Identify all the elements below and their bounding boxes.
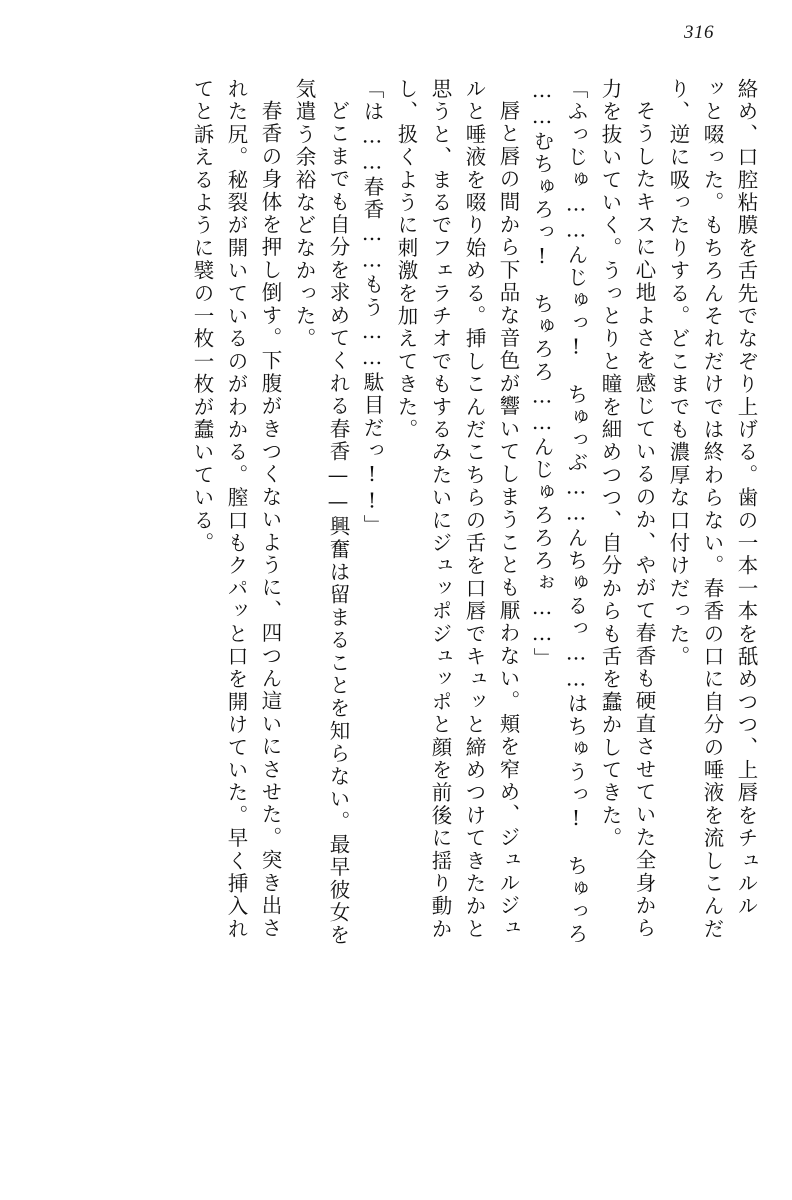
text-line: 「ふっじゅ……んじゅっ! ちゅっぶ……んちゅるっ……はちゅうっ! ちゅっろ bbox=[564, 78, 588, 946]
text-line: れた尻。秘裂が開いているのがわかる。膣口もクパッと口を開けていた。早く挿入れ bbox=[224, 78, 248, 941]
text-line: 春香の身体を押し倒す。下腹がきつくないように、四つん這いにさせた。突き出さ bbox=[258, 100, 282, 940]
text-line: 力を抜いていく。うっとりと瞳を細めつつ、自分からも舌を蠢かしてきた。 bbox=[598, 78, 622, 850]
text-line: し、扱くように刺激を加えてきた。 bbox=[394, 78, 418, 442]
text-line: り、逆に吸ったりする。どこまでも濃厚な口付けだった。 bbox=[666, 78, 690, 669]
text-line: どこまでも自分を求めてくれる春香——興奮は留まることを知らない。最早彼女を bbox=[326, 100, 350, 947]
text-line: ……むちゅろっ! ちゅろろ……んじゅろろろぉ……」 bbox=[530, 78, 554, 670]
text-line: ッと啜った。もちろんそれだけでは終わらない。春香の口に自分の唾液を流しこんだ bbox=[700, 78, 724, 941]
page-number: 316 bbox=[684, 22, 714, 43]
text-line: 絡め、口腔粘膜を舌先でなぞり上げる。歯の一本一本を舐めつつ、上唇をチュルル bbox=[734, 78, 758, 918]
text-line: 「は……春香……もう……駄目だっ!!」 bbox=[360, 78, 384, 538]
text-line: 思うと、まるでフェラチオでもするみたいにジュッポジュッポと顔を前後に揺り動か bbox=[428, 78, 452, 941]
text-line: 唇と唇の間から下品な音色が響いてしまうことも厭わない。頬を窄め、ジュルジュ bbox=[496, 100, 520, 940]
text-line: てと訴えるように襞の一枚一枚が蠢いている。 bbox=[190, 78, 214, 555]
vertical-text-body bbox=[34, 78, 756, 1150]
text-line: そうしたキスに心地よさを感じているのか、やがて春香も硬直させていた全身から bbox=[632, 100, 656, 940]
text-line: ルと唾液を啜り始める。挿しこんだこちらの舌を口唇でキュッと締めつけてきたかと bbox=[462, 78, 486, 941]
text-line: 気遣う余裕などなかった。 bbox=[292, 78, 316, 351]
